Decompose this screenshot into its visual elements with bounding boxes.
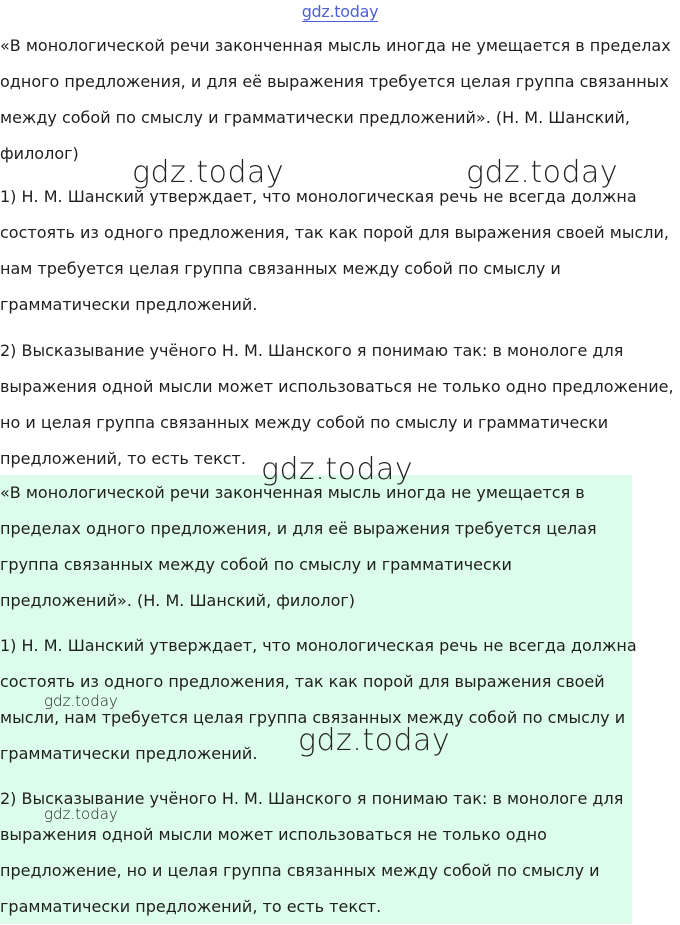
site-link-text[interactable]: gdz.today	[301, 2, 379, 21]
answer-line: 2) Высказывание учёного Н. М. Шанского я понимаю так: в монологе для	[0, 789, 624, 808]
quote-line: одного предложения, и для её выражения требуется целая группа связанных	[0, 72, 669, 91]
quote-paragraph	[0, 475, 597, 619]
answer-line: предложение, но и целая группа связанных между собой по смыслу и	[0, 861, 600, 880]
answer-line: 2) Высказывание учёного Н. М. Шанского я понимаю так: в монологе для	[0, 341, 624, 360]
answer-line: предложений, то есть текст.	[0, 449, 246, 468]
answer-line: грамматически предложений.	[0, 295, 258, 314]
answer-paragraph-1	[0, 179, 669, 323]
answer-line: 1) Н. М. Шанский утверждает, что монологическая речь не всегда должна	[0, 636, 637, 655]
quote-line: «В монологической речи законченная мысль иногда не умещается в	[0, 483, 585, 502]
answer-line: состоять из одного предложения, так как порой для выражения своей мысли,	[0, 223, 669, 242]
quote-line: предложений». (Н. М. Шанский, филолог)	[0, 591, 355, 610]
answer-line: состоять из одного предложения, так как порой для выражения своей	[0, 672, 605, 691]
answer-line: грамматически предложений.	[0, 744, 258, 763]
watermark: gdz.today	[44, 692, 118, 710]
answer-line: 1) Н. М. Шанский утверждает, что монологическая речь не всегда должна	[0, 187, 637, 206]
answer-line: но и целая группа связанных между собой по смыслу и грамматически	[0, 413, 609, 432]
quote-line: филолог)	[0, 144, 79, 163]
answer-line: нам требуется целая группа связанных между собой по смыслу и	[0, 259, 561, 278]
watermark: gdz.today	[466, 155, 619, 190]
answer-line: выражения одной мысли может использоваться не только одно предложение,	[0, 377, 674, 396]
watermark: gdz.today	[132, 155, 285, 190]
watermark: gdz.today	[298, 723, 451, 758]
watermark: gdz.today	[44, 805, 118, 823]
quote-line: группа связанных между собой по смыслу и грамматически	[0, 555, 512, 574]
site-link[interactable]	[0, 2, 680, 21]
quote-line: между собой по смыслу и грамматически предложений». (Н. М. Шанский,	[0, 108, 630, 127]
answer-line: выражения одной мысли может использоваться не только одно	[0, 825, 547, 844]
quote-paragraph	[0, 28, 671, 172]
answer-line: мысли, нам требуется целая группа связанных между собой по смыслу и	[0, 708, 626, 727]
answer-line: грамматически предложений, то есть текст.	[0, 897, 382, 916]
quote-line: «В монологической речи законченная мысль иногда не умещается в пределах	[0, 36, 671, 55]
quote-line: пределах одного предложения, и для её выражения требуется целая	[0, 519, 597, 538]
answer-paragraph-2	[0, 781, 623, 925]
watermark: gdz.today	[261, 452, 414, 487]
